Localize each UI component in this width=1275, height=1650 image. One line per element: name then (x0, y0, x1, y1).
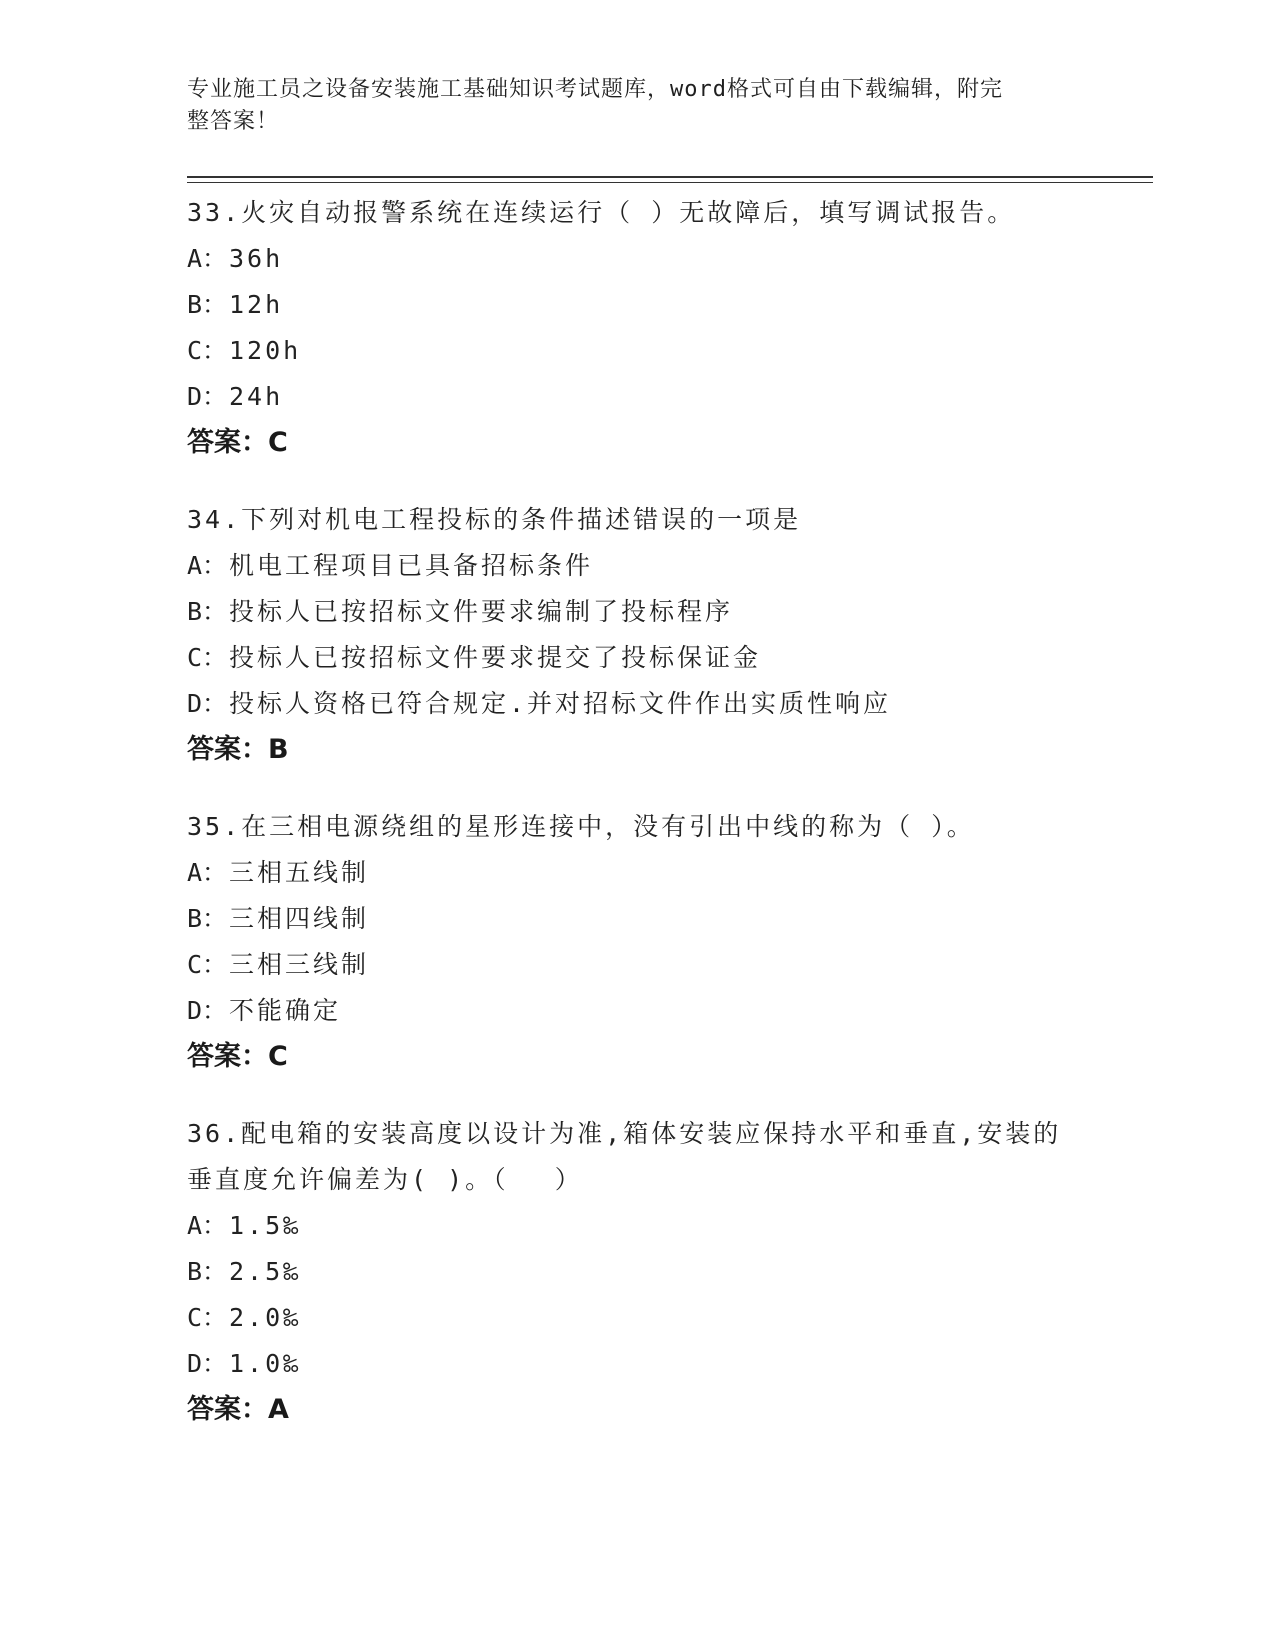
option-b (187, 589, 1087, 635)
question-36 (187, 1111, 1087, 1433)
header-divider-thin (187, 182, 1153, 183)
option-text: 2.5‰ (229, 1257, 302, 1286)
option-text: 投标人已按招标文件要求编制了投标程序 (229, 597, 734, 626)
option-a (187, 850, 1087, 896)
header-line-2: 整答案！ (187, 109, 280, 134)
option-key: D： (187, 382, 228, 411)
option-c (187, 942, 1087, 988)
question-list (187, 190, 1087, 1464)
option-a (187, 236, 1087, 282)
option-key: A： (187, 858, 228, 887)
option-text: 机电工程项目已具备招标条件 (229, 551, 594, 580)
question-stem-line-1: 36.配电箱的安装高度以设计为准,箱体安装应保持水平和垂直,安装的 (187, 1119, 1062, 1148)
option-d (187, 681, 1087, 727)
option-c (187, 1295, 1087, 1341)
answer: 答案：A (187, 1394, 289, 1425)
option-key: C： (187, 336, 228, 365)
answer: 答案：B (187, 734, 289, 765)
option-a (187, 543, 1087, 589)
option-key: B： (187, 597, 228, 626)
option-key: C： (187, 643, 228, 672)
option-text: 2.0‰ (229, 1303, 302, 1332)
question-stem: 35.在三相电源绕组的星形连接中，没有引出中线的称为（ ）。 (187, 812, 975, 841)
option-text: 三相五线制 (229, 858, 370, 887)
header-line-1: 专业施工员之设备安装施工基础知识考试题库，word格式可自由下载编辑，附完 (187, 77, 1003, 102)
option-text: 12h (229, 290, 284, 319)
option-key: C： (187, 950, 228, 979)
option-text: 三相三线制 (229, 950, 370, 979)
question-stem: 34.下列对机电工程投标的条件描述错误的一项是 (187, 505, 802, 534)
option-b (187, 282, 1087, 328)
option-text: 24h (229, 382, 284, 411)
option-text: 1.0‰ (229, 1349, 302, 1378)
answer: 答案：C (187, 1041, 288, 1072)
option-b (187, 896, 1087, 942)
option-text: 1.5‰ (229, 1211, 302, 1240)
option-key: A： (187, 244, 228, 273)
option-key: D： (187, 689, 228, 718)
option-key: A： (187, 1211, 228, 1240)
option-key: A： (187, 551, 228, 580)
question-stem-line-2: 垂直度允许偏差为( )。（ ） (187, 1165, 583, 1194)
option-c (187, 328, 1087, 374)
option-key: B： (187, 904, 228, 933)
option-text: 不能确定 (229, 996, 342, 1025)
question-stem: 33.火灾自动报警系统在连续运行（ ）无故障后，填写调试报告。 (187, 198, 1016, 227)
question-35 (187, 804, 1087, 1080)
option-key: B： (187, 290, 228, 319)
option-text: 投标人已按招标文件要求提交了投标保证金 (229, 643, 762, 672)
option-d (187, 1341, 1087, 1387)
option-b (187, 1249, 1087, 1295)
option-text: 投标人资格已符合规定.并对招标文件作出实质性响应 (229, 689, 892, 718)
option-c (187, 635, 1087, 681)
option-text: 36h (229, 244, 284, 273)
option-d (187, 988, 1087, 1034)
header-divider-thick (187, 176, 1153, 178)
option-text: 120h (229, 336, 302, 365)
question-33 (187, 190, 1087, 466)
option-a (187, 1203, 1087, 1249)
option-text: 三相四线制 (229, 904, 370, 933)
option-key: B： (187, 1257, 228, 1286)
option-key: C： (187, 1303, 228, 1332)
option-d (187, 374, 1087, 420)
question-34 (187, 497, 1087, 773)
option-key: D： (187, 1349, 228, 1378)
option-key: D： (187, 996, 228, 1025)
answer: 答案：C (187, 427, 288, 458)
document-header (187, 74, 1067, 138)
